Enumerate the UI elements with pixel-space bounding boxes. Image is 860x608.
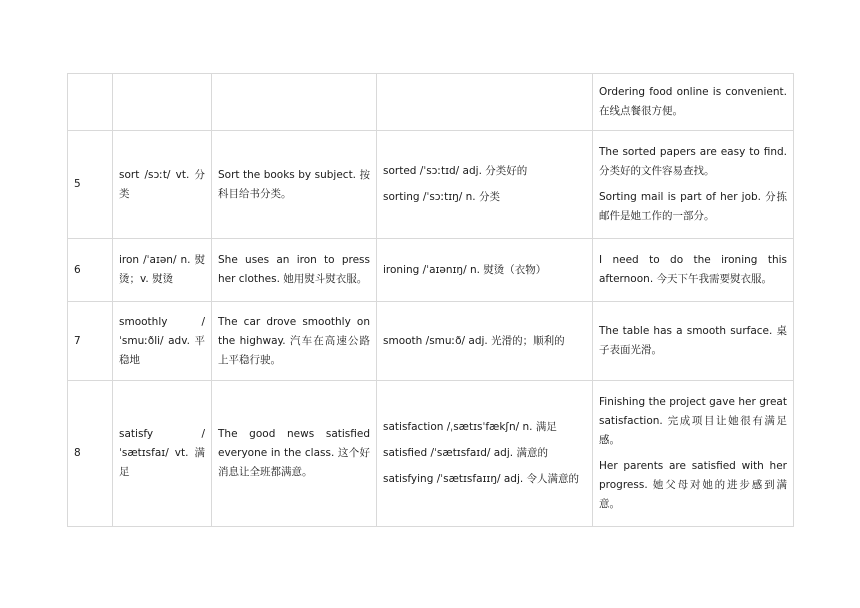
sentences-cell: [593, 381, 794, 527]
word-entry: sort /sɔːt/ vt. 分类: [113, 131, 212, 239]
derivatives-cell: [377, 302, 593, 381]
table-row: [68, 131, 794, 239]
derivatives-cell: [377, 239, 593, 302]
sentence: Ordering food online is convenient. 在线点餐很方便。: [599, 86, 787, 117]
row-number: 8: [68, 381, 113, 527]
word-entry: satisfy /ˈsætɪsfaɪ/ vt. 满足: [113, 381, 212, 527]
derivative: sorting /ˈsɔːtɪŋ/ n. 分类: [383, 191, 500, 203]
example-sentence: [212, 74, 377, 131]
sentence: Finishing the project gave her great satisfaction. 完成项目让她很有满足感。: [599, 396, 787, 446]
table-row: [68, 302, 794, 381]
word-entry: iron /ˈaɪən/ n. 熨烫；v. 熨烫: [113, 239, 212, 302]
example-sentence: The good news satisfied everyone in the class. 这个好消息让全班都满意。: [212, 381, 377, 527]
derivative: satisfying /ˈsætɪsfaɪɪŋ/ adj. 令人满意的: [383, 473, 580, 485]
derivative: satisfaction /ˌsætɪsˈfækʃn/ n. 满足: [383, 421, 557, 433]
sentence: The sorted papers are easy to find. 分类好的文件容易查找。: [599, 146, 787, 177]
sentence: The table has a smooth surface. 桌子表面光滑。: [599, 325, 787, 356]
table-row: [68, 239, 794, 302]
derivatives-cell: [377, 131, 593, 239]
table-row: [68, 74, 794, 131]
derivative: ironing /ˈaɪənɪŋ/ n. 熨烫（衣物）: [383, 263, 547, 276]
row-number: 5: [68, 131, 113, 239]
word-entry: [113, 74, 212, 131]
derivative: sorted /ˈsɔːtɪd/ adj. 分类好的: [383, 165, 528, 177]
sentences-cell: [593, 131, 794, 239]
table-row: [68, 381, 794, 527]
sentence: Her parents are satisfied with her progress. 她父母对她的进步感到满意。: [599, 460, 787, 510]
derivatives-cell: [377, 74, 593, 131]
vocabulary-table: [67, 73, 794, 527]
sentences-cell: [593, 74, 794, 131]
example-sentence: Sort the books by subject. 按科目给书分类。: [212, 131, 377, 239]
row-number: 7: [68, 302, 113, 381]
sentence: I need to do the ironing this afternoon. 今天下午我需要熨衣服。: [599, 254, 787, 285]
example-sentence: The car drove smoothly on the highway. 汽车在高速公路上平稳行驶。: [212, 302, 377, 381]
derivative: satisfied /ˈsætɪsfaɪd/ adj. 满意的: [383, 447, 548, 459]
derivatives-cell: [377, 381, 593, 527]
sentences-cell: [593, 239, 794, 302]
row-number: [68, 74, 113, 131]
example-sentence: She uses an iron to press her clothes. 她用熨斗熨衣服。: [212, 239, 377, 302]
derivative: smooth /smuːð/ adj. 光滑的；顺利的: [383, 334, 565, 347]
sentence: Sorting mail is part of her job. 分拣邮件是她工作的一部分。: [599, 191, 787, 222]
row-number: 6: [68, 239, 113, 302]
sentences-cell: [593, 302, 794, 381]
word-entry: smoothly /ˈsmuːðli/ adv. 平稳地: [113, 302, 212, 381]
